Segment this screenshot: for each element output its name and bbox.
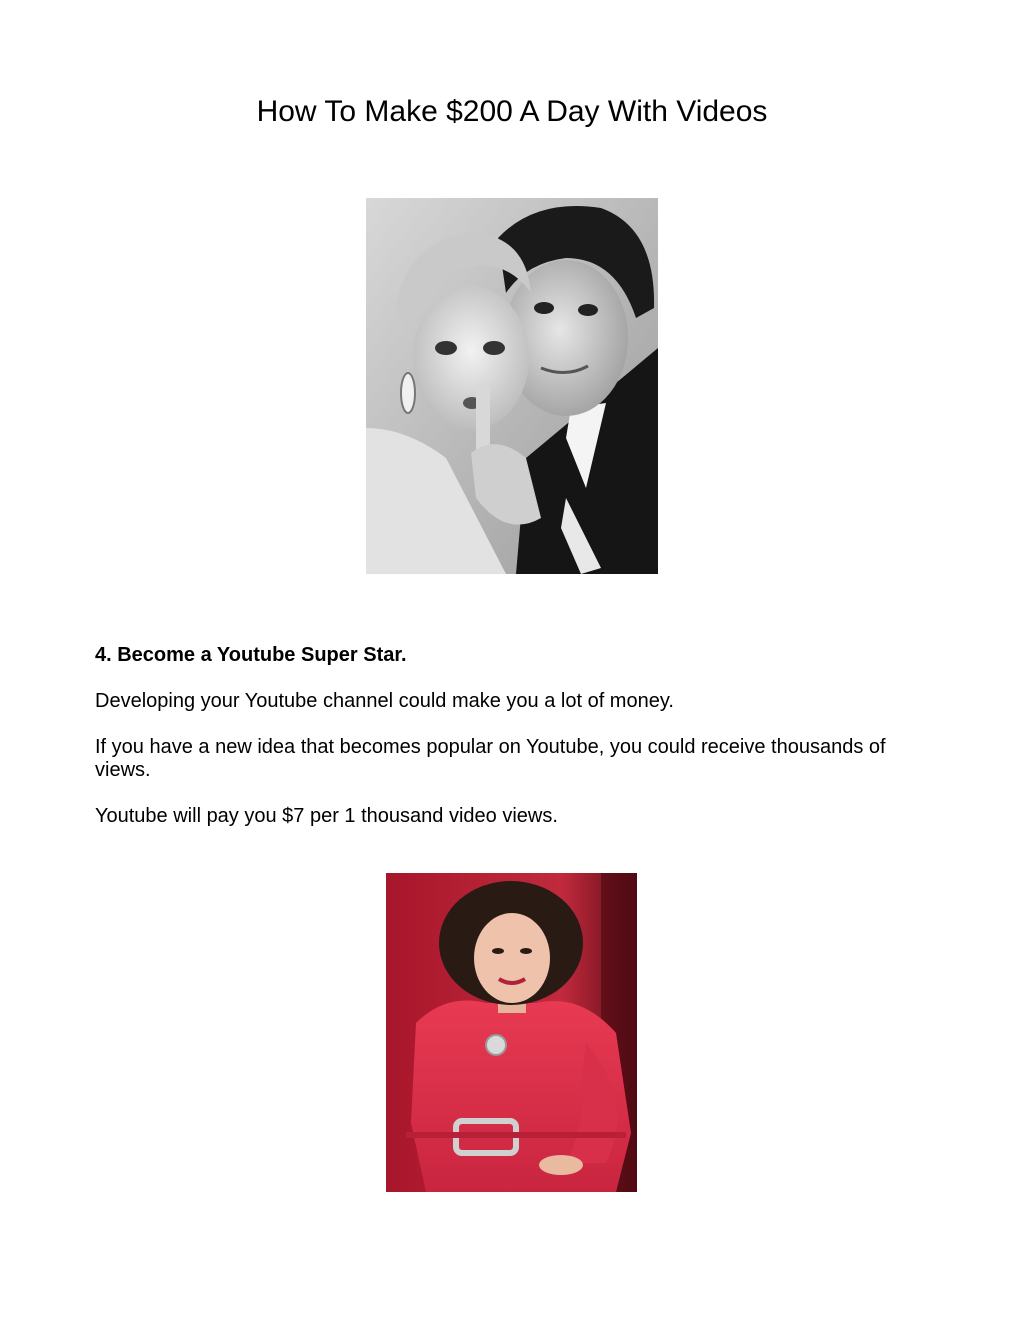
page-title: How To Make $200 A Day With Videos <box>256 95 768 128</box>
section-heading: 4. Become a Youtube Super Star. <box>95 644 407 666</box>
black-and-white-couple-photo <box>366 198 658 574</box>
paragraph-1: Developing your Youtube channel could make you a lot of money. <box>95 690 674 712</box>
woman-in-red-dress-photo <box>386 873 637 1192</box>
paragraph-2: If you have a new idea that becomes popular on Youtube, you could receive thousands of views. <box>95 736 886 781</box>
paragraph-3: Youtube will pay you $7 per 1 thousand video views. <box>95 805 558 827</box>
